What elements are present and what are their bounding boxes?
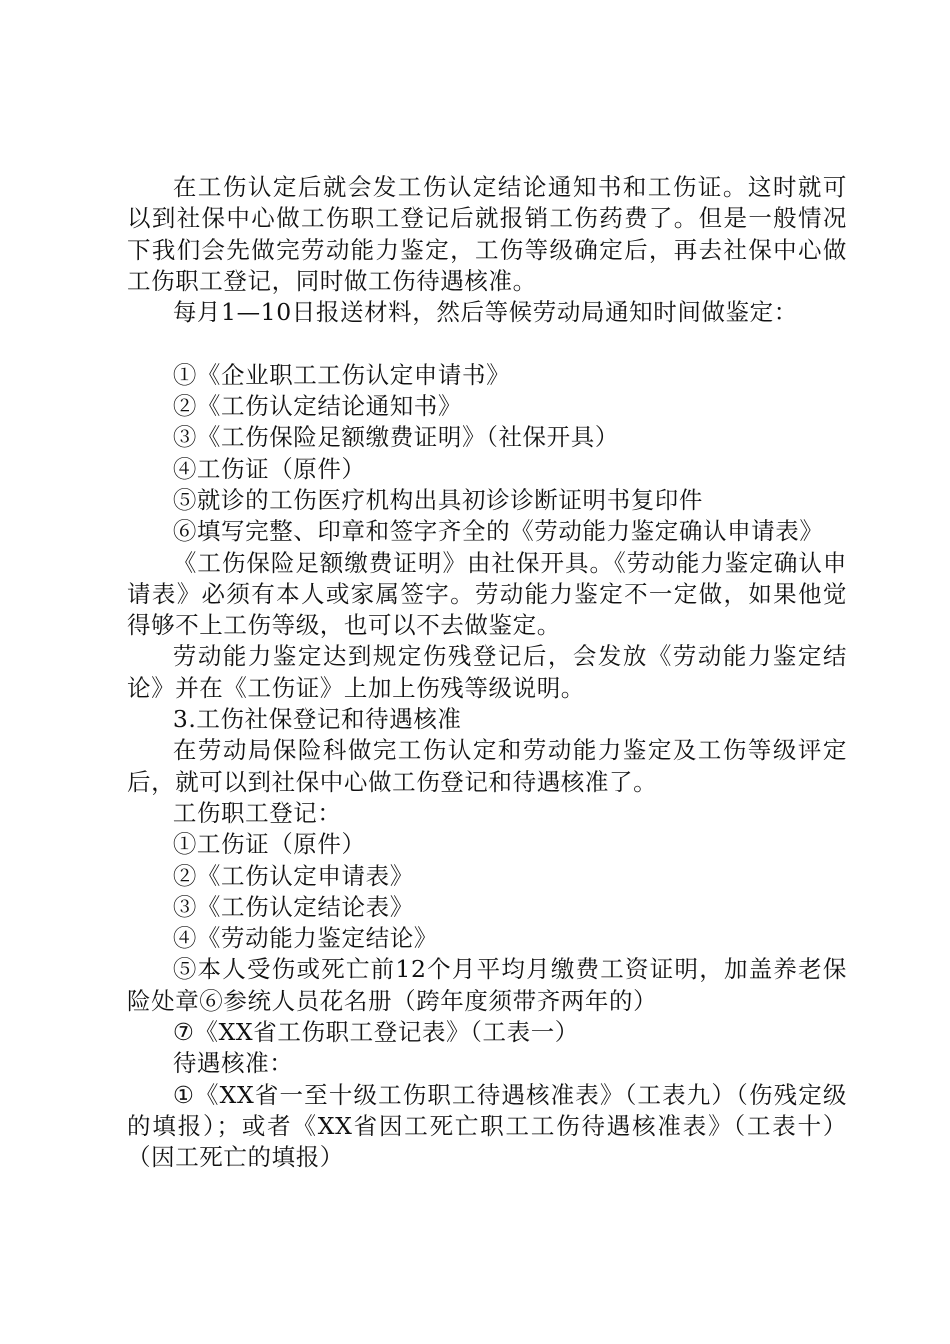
list-item: ①《企业职工工伤认定申请书》 <box>172 360 511 389</box>
list-item: ②《工伤认定结论通知书》 <box>172 392 463 421</box>
paragraph-assessment-result: 劳动能力鉴定达到规定伤残登记后，会发放《劳动能力鉴定结论》并在《工伤证》上加上伤残等级说明。 <box>127 642 847 702</box>
section-heading: 3.工伤社保登记和待遇核准 <box>172 705 462 734</box>
list-item: ④工伤证（原件） <box>172 454 366 483</box>
list-item: ①工伤证（原件） <box>172 830 366 859</box>
paragraph-certificate-note: 《工伤保险足额缴费证明》由社保开具。《劳动能力鉴定确认申请表》必须有本人或家属签字。劳动能力鉴定不一定做，如果他觉得够不上工伤等级，也可以不去做鉴定。 <box>127 548 847 640</box>
list-item: ②《工伤认定申请表》 <box>172 861 414 890</box>
list-item: ①《XX省一至十级工伤职工待遇核准表》（工表九）（伤残定级的填报）；或者《XX省因工死亡职工工伤待遇核准表》（工表十）（因工死亡的填报） <box>127 1080 847 1172</box>
paragraph-intro: 在工伤认定后就会发工伤认定结论通知书和工伤证。这时就可以到社保中心做工伤职工登记后就报销工伤药费了。但是一般情况下我们会先做完劳动能力鉴定，工伤等级确定后，再去社保中心做工伤职工登记，同时做工伤待遇核准。 <box>127 173 847 295</box>
list-item: ⑤就诊的工伤医疗机构出具初诊诊断证明书复印件 <box>172 485 704 514</box>
list-item: ⑥填写完整、印章和签字齐全的《劳动能力鉴定确认申请表》 <box>172 517 824 546</box>
list-item: ⑤本人受伤或死亡前12个月平均月缴费工资证明，加盖养老保险处章⑥参统人员花名册（跨年度须带齐两年的） <box>127 955 847 1015</box>
paragraph-registration-intro: 在劳动局保险科做完工伤认定和劳动能力鉴定及工伤等级评定后，就可以到社保中心做工伤登记和待遇核准了。 <box>127 736 847 796</box>
list-item: ③《工伤认定结论表》 <box>172 892 414 921</box>
subheading-registration: 工伤职工登记： <box>172 798 342 827</box>
list-item: ④《劳动能力鉴定结论》 <box>172 924 438 953</box>
list-item: ③《工伤保险足额缴费证明》（社保开具） <box>172 423 619 452</box>
list-item: ⑦《XX省工伤职工登记表》（工表一） <box>172 1018 579 1047</box>
document-body <box>127 172 847 1174</box>
subheading-benefit-approval: 待遇核准： <box>172 1049 294 1078</box>
blank-line <box>127 328 847 359</box>
paragraph-submission-schedule: 每月1—10日报送材料，然后等候劳动局通知时间做鉴定： <box>172 298 798 327</box>
